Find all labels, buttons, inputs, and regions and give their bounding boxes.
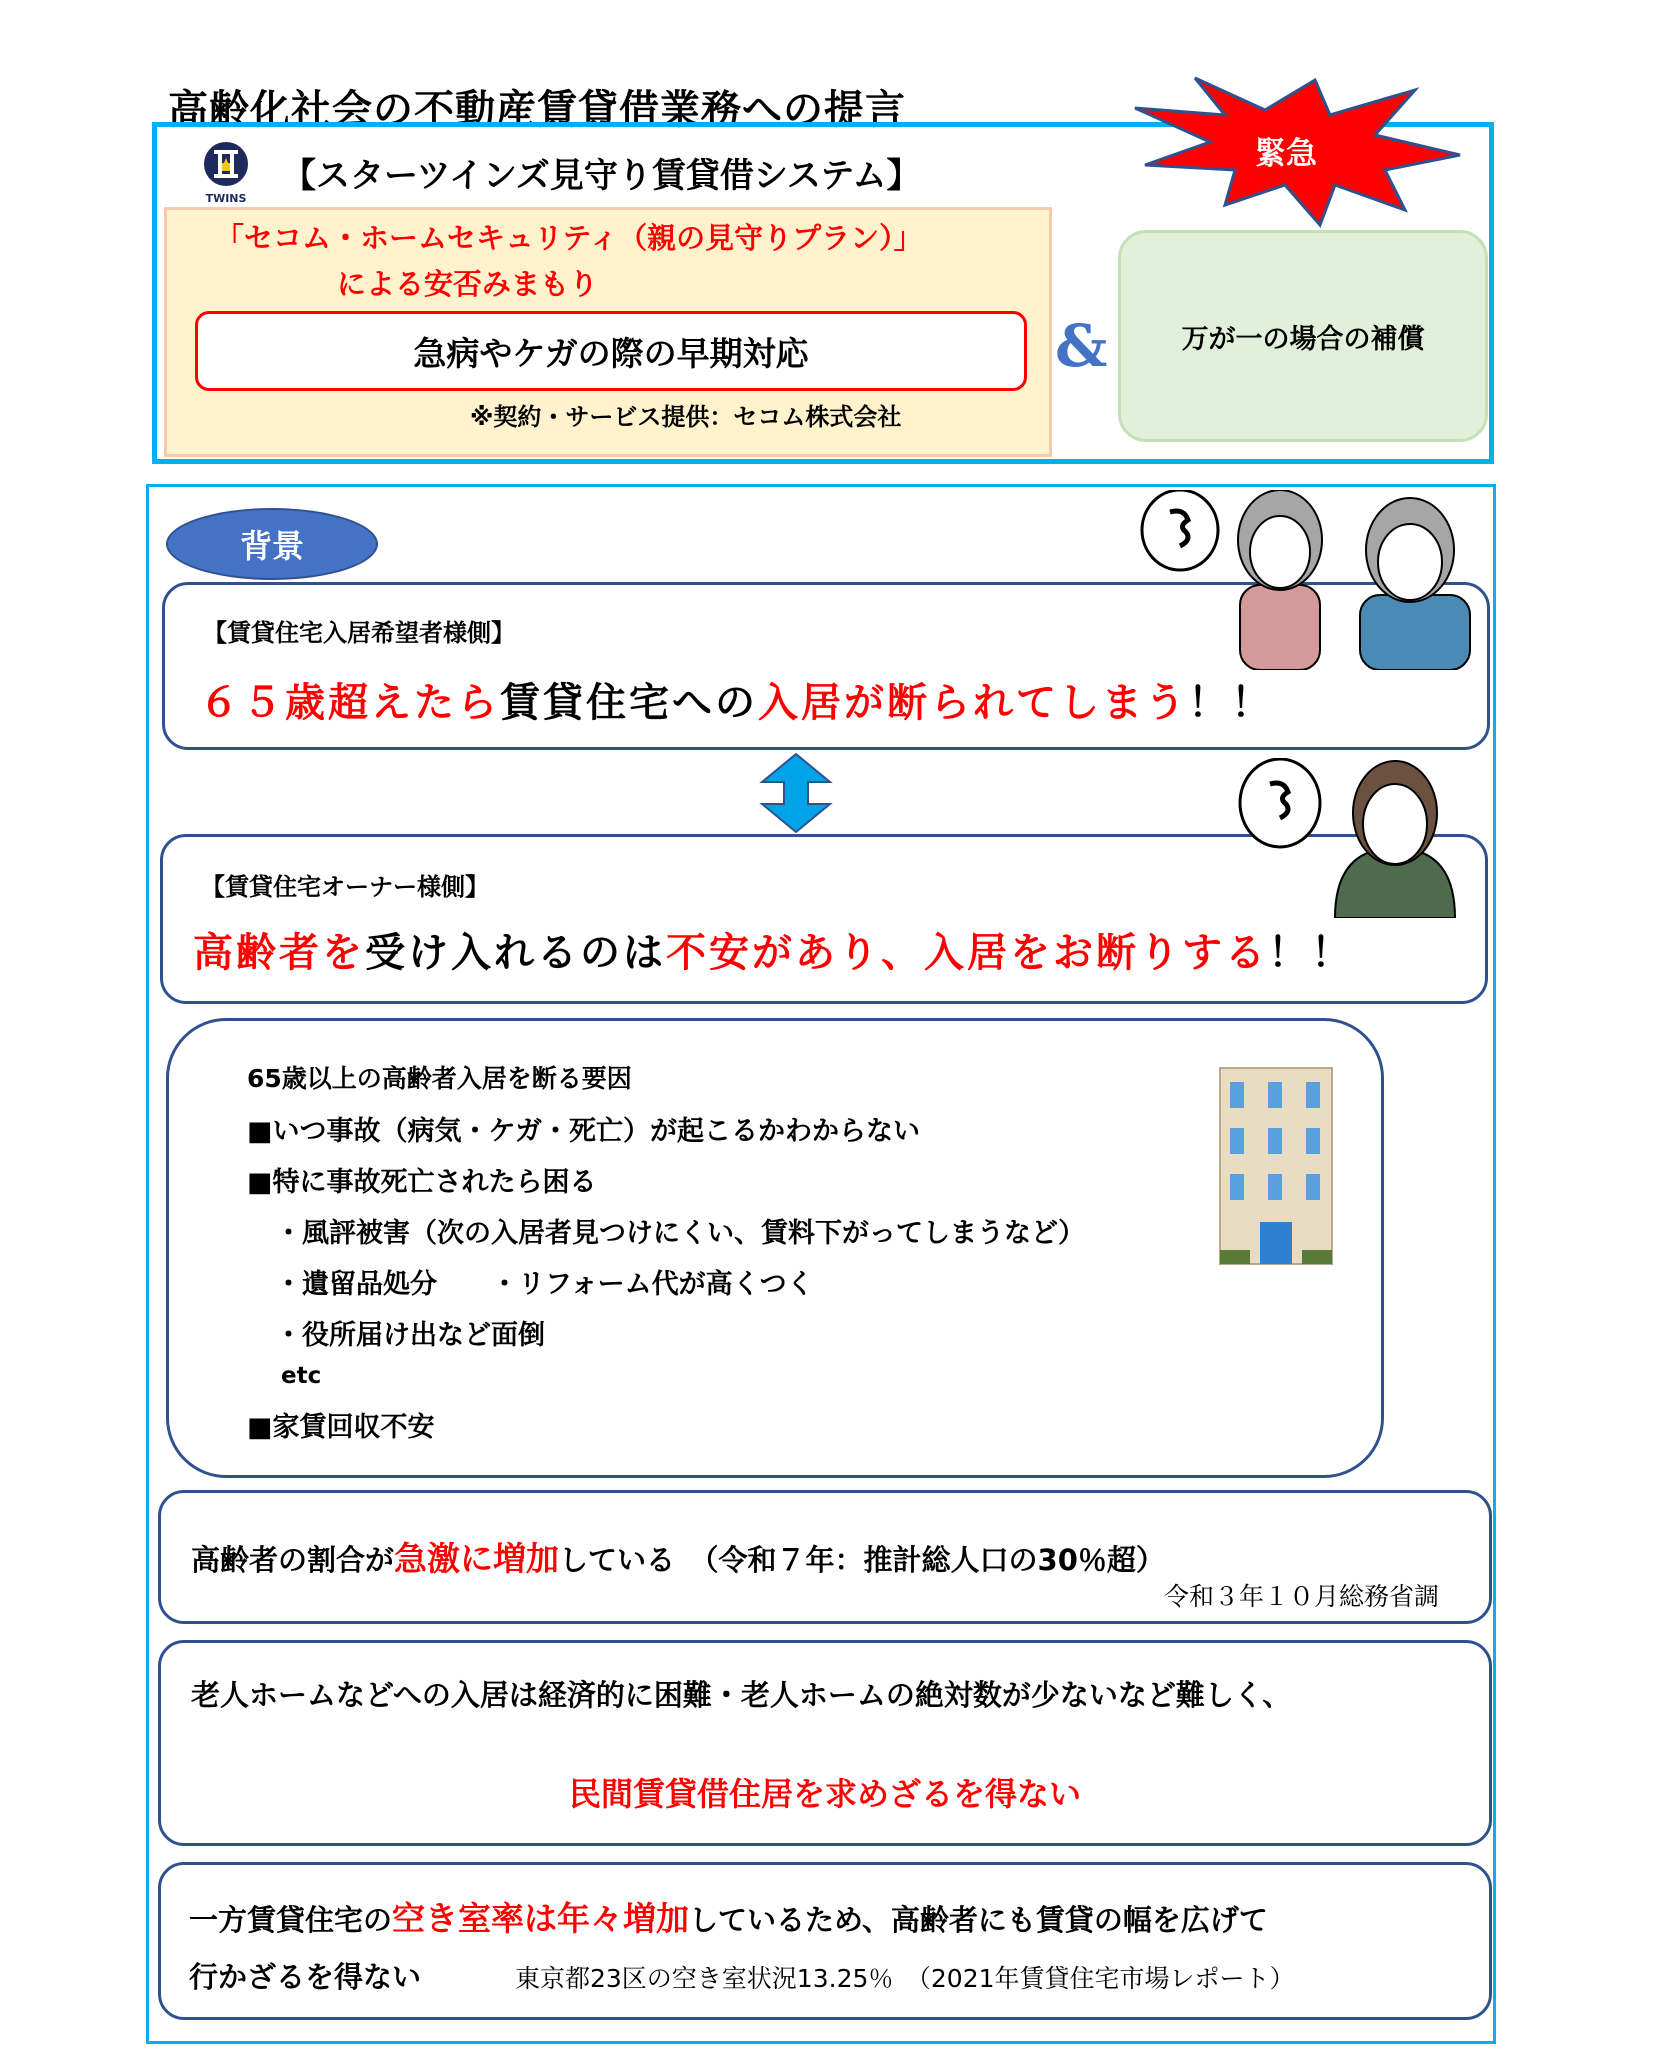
reason-item: ■いつ事故（病気・ケガ・死亡）が起こるかわからない [247,1116,920,1147]
secom-watch-line: による安否みまもり [337,267,599,301]
text-part: しているため、高齢者にも賃貸の幅を広げて [689,1903,1268,1937]
reason-item: etc [281,1363,322,1389]
vacancy-box [158,1862,1492,2020]
apartment-building-illustration [1216,1064,1336,1274]
twins-logo [200,140,252,208]
owner-label: 【賃貸住宅オーナー様側】 [201,873,489,901]
nursing-home-line: 老人ホームなどへの入居は経済的に困難・老人ホームの絶対数が少ないなど難しく、 [191,1678,1292,1712]
text-part: 空き室率は年々増加 [392,1899,690,1938]
secom-plan-line: 「セコム・ホームセキュリティ（親の見守りプラン）」 [215,221,923,255]
reason-item: ■家賃回収不安 [247,1412,435,1443]
reason-item: ・遺留品処分 ・リフォーム代が高くつく [275,1269,814,1300]
ampersand-icon: & [1055,312,1108,380]
headline-part: ６５歳超えたら [199,680,500,726]
owner-headline [193,921,1354,978]
compensation-box: 万が一の場合の補償 [1118,230,1488,442]
owner-illustration [1230,758,1480,918]
headline-part: 受け入れるのは [365,930,666,976]
aging-population-box [158,1490,1492,1624]
secom-box [164,207,1052,457]
text-part: 一方賃貸住宅の [189,1903,393,1937]
vacancy-line1 [189,1893,1268,1940]
early-response-box: 急病やケガの際の早期対応 [195,311,1027,391]
system-title: 【スターツインズ見守り賃貸借システム】 [282,156,921,196]
tenant-headline [199,671,1274,728]
text-part: している （令和７年：推計総人口の30％超） [559,1543,1165,1577]
private-rental-line: 民間賃貸借住居を求めざるを得ない [568,1775,1081,1813]
tenant-label: 【賃貸住宅入居希望者様側】 [203,619,515,647]
vacancy-line2: 行かざるを得ない [189,1960,422,1994]
logo-text: TWINS [205,192,247,205]
text-part: 高齢者の割合が [191,1543,395,1577]
headline-part: ！！ [1188,680,1274,726]
urgent-badge: 緊急 [1255,136,1317,172]
nursing-home-box [158,1640,1492,1846]
elderly-couple-illustration [1130,490,1480,670]
vacancy-stat: 東京都23区の空き室状況13.25％ （2021年賃貸住宅市場レポート） [515,1964,1295,1993]
headline-part: 不安があり、入居をお断りする [666,930,1268,976]
refusal-reasons-box [166,1018,1384,1478]
reason-item: ・役所届け出など面倒 [275,1320,545,1351]
text-part: 急激に増加 [394,1539,560,1578]
headline-part: 賃貸住宅への [500,680,758,726]
reason-item: ■特に事故死亡されたら困る [247,1167,597,1198]
reasons-title: 65歳以上の高齢者入居を断る要因 [247,1064,632,1093]
aging-statement [191,1533,1165,1580]
page-title: 高齢化社会の不動産賃貸借業務への提言 [168,87,906,133]
reason-item: ・風評被害（次の入居者見つけにくい、賃料下がってしまうなど） [275,1218,1085,1249]
headline-part: ！！ [1268,930,1354,976]
headline-part: 入居が断られてしまう [758,680,1188,726]
aging-source: 令和３年１０月総務省調 [1163,1582,1439,1611]
secom-note: ※契約・サービス提供：セコム株式会社 [470,403,902,431]
double-arrow-icon [758,752,834,834]
headline-part: 高齢者を [193,930,365,976]
background-pill: 背景 [166,508,378,580]
